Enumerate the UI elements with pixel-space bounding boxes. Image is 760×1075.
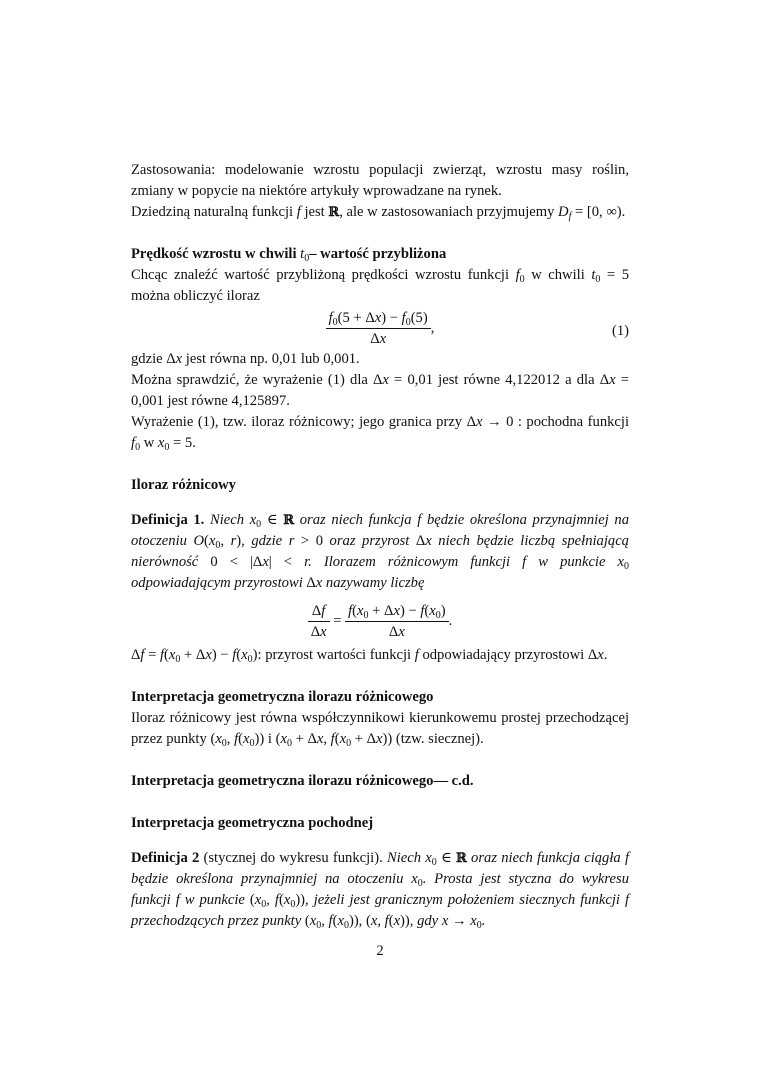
paragraph-delta: gdzie Δx jest równa np. 0,01 lub 0,001. <box>131 351 360 367</box>
heading-geometric-interpretation-cd: Interpretacja geometryczna ilorazu różnicowego— c.d. <box>131 773 474 789</box>
heading-derivative-interpretation: Interpretacja geometryczna pochodnej <box>131 815 374 831</box>
paragraph-growth-rate: Chcąc znaleźć wartość przybliżoną prędkości wzrostu funkcji $f_0$ w chwili $t_0 = 5$ można obliczyć iloraz <box>131 267 629 304</box>
paragraph-expression: Wyrażenie (1), tzw. iloraz różnicowy; jego granica przy Δx → 0 : pochodna funkcji $f_0$ w $x_0 = 5$. <box>131 414 629 453</box>
page-content <box>131 160 629 932</box>
equation-difference-quotient: $\frac{\Delta f}{\Delta x}$ = $\frac{f(x_0 + \Delta x) - f(x_0)}{\Delta x}$ . <box>131 602 629 641</box>
paragraph-increment: $\Delta f = f(x_0 + \Delta x) - f(x_0)$: przyrost wartości funkcji f odpowiadający przyrostowi Δx. <box>131 647 608 665</box>
page-number: 2 <box>376 943 384 959</box>
equation-1: $\frac{f_0(5 + \Delta x) - f_0(5)}{\Delta x}$ , (1) <box>131 309 629 348</box>
paragraph-secant: Iloraz różnicowy jest równa współczynnikowi kierunkowemu prostej przechodzącej przez punkty ($x_0$, $f(x_0)$) i ($x_0 + \Delta x$, $f(x_0 + \Delta x)$) (tzw. siecznej). <box>131 710 629 749</box>
heading-geometric-interpretation: Interpretacja geometryczna ilorazu różnicowego <box>131 689 434 705</box>
definition-2: Definicja 2 (stycznej do wykresu funkcji). Niech $x_0$ ∈ ℝ oraz niech funkcja ciągła f będzie określona przynajmniej na otoczeniu $x_0$. Prosta jest styczna do wykresu funkcji f w punkcie ($x_0$, $f(x_0)$), jeżeli jest granicznym położeniem siecznych funkcji f przechodzących przez punkty ($x_0$, $f(x_0)$), (x, f(x)), gdy $x \to x_0$. <box>131 850 630 931</box>
paragraph-check: Można sprawdzić, że wyrażenie (1) dla Δx = 0,01 jest równe 4,122012 a dla Δx = 0,001 jest równe 4,125897. <box>131 372 629 409</box>
paragraph-applications: Zastosowania: modelowanie wzrostu populacji zwierząt, wzrostu masy roślin, zmiany w popycie na niektóre artykuły wprowadzane na rynek. <box>131 162 629 199</box>
heading-growth-rate: Prędkość wzrostu w chwili $t_0-$ wartość przybliżona <box>131 246 447 264</box>
paragraph-domain: Dziedziną naturalną funkcji f jest ℝ, ale w zastosowaniach przyjmujemy $D_f = [0$, ∞). <box>131 204 626 222</box>
equation-number: (1) <box>611 323 629 339</box>
heading-difference-quotient: Iloraz różnicowy <box>131 477 236 493</box>
definition-1: Definicja 1. Niech $x_0$ ∈ ℝ oraz niech funkcja f będzie określona przynajmniej na otoczeniu $O(x_0$, r), gdzie r > 0 oraz przyrost Δx niech będzie liczbą spełniającą nierówność 0 < |Δx| < r. Ilorazem różnicowym funkcji f w punkcie $x_0$ odpowiadającym przyrostowi Δx nazywamy liczbę <box>131 512 629 591</box>
